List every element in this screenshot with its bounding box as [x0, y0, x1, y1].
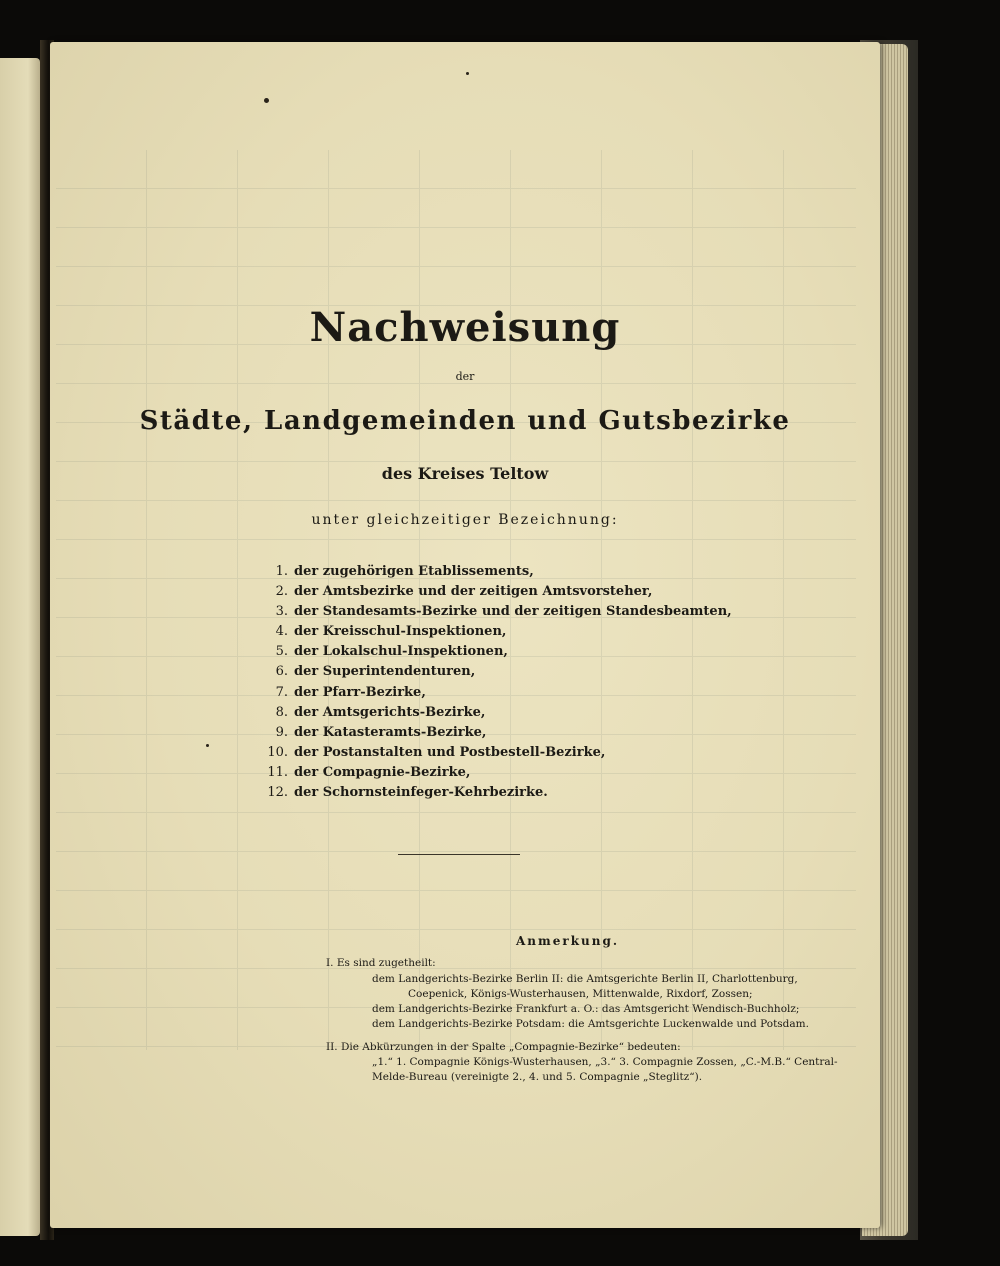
- list-item-text: der Amtsbezirke und der zeitigen Amtsvorsteher,: [294, 584, 653, 600]
- list-item-text: der Schornsteinfeger-Kehrbezirke.: [294, 785, 548, 801]
- list-item: [258, 703, 678, 723]
- list-item-number: 1.: [275, 564, 288, 579]
- annotation-line: II. Die Abkürzungen in der Spalte „Compagnie-Bezirke“ bedeuten:: [326, 1041, 681, 1053]
- list-item: [258, 683, 678, 703]
- designation-list: [258, 562, 732, 803]
- list-item-number: 6.: [275, 664, 288, 680]
- list-item-text: der Lokalschul-Inspektionen,: [294, 644, 508, 660]
- list-item-number: 5.: [275, 644, 288, 660]
- list-item-number: 2.: [275, 584, 288, 600]
- list-item: [258, 662, 678, 682]
- ink-speck: [466, 72, 469, 75]
- list-item: [258, 763, 678, 783]
- annotation-line: dem Landgerichts-Bezirke Berlin II: die Amtsgerichte Berlin II, Charlottenburg,: [372, 973, 798, 985]
- list-item-text: der Pfarr-Bezirke,: [294, 684, 426, 700]
- annotation-line: „1.“ 1. Compagnie Königs-Wusterhausen, „3.“ 3. Compagnie Zossen, „C.-M.B.“ Central-: [372, 1056, 838, 1068]
- ink-speck: [206, 744, 209, 747]
- list-item-number: 10.: [267, 744, 288, 760]
- page-title: Nachweisung: [309, 304, 621, 351]
- ink-speck: [264, 98, 269, 103]
- list-item-number: 11.: [267, 764, 288, 780]
- document-page: [50, 42, 880, 1228]
- list-item-text: der Standesamts-Bezirke und der zeitigen Standesbeamten,: [294, 604, 732, 620]
- list-item: [258, 562, 678, 582]
- annotation-line: I. Es sind zugetheilt:: [326, 957, 436, 969]
- list-item-number: 7.: [275, 684, 288, 700]
- list-item-text: der Superintendenturen,: [294, 664, 476, 680]
- annotation-line: Melde-Bureau (vereinigte 2., 4. und 5. Compagnie „Steglitz“).: [372, 1071, 703, 1083]
- list-item: [258, 723, 678, 743]
- divider-rule: [398, 854, 520, 855]
- annotation-line: Coepenick, Königs-Wusterhausen, Mittenwalde, Rixdorf, Zossen;: [408, 988, 753, 1000]
- list-item-number: 12.: [267, 785, 288, 801]
- list-item-number: 4.: [275, 624, 288, 640]
- list-item: [258, 622, 678, 642]
- annotation-line: dem Landgerichts-Bezirke Potsdam: die Amtsgerichte Luckenwalde und Potsdam.: [372, 1018, 809, 1030]
- list-item-text: der Compagnie-Bezirke,: [294, 764, 471, 780]
- list-item-number: 8.: [275, 704, 288, 720]
- list-item-text: der Katasteramts-Bezirke,: [294, 724, 487, 740]
- designation-intro: unter gleichzeitiger Bezeichnung:: [311, 512, 619, 528]
- title-der: der: [455, 370, 475, 383]
- annotation-line: dem Landgerichts-Bezirke Frankfurt a. O.: das Amtsgericht Wendisch-Buchholz;: [372, 1003, 800, 1015]
- list-item: [258, 602, 732, 622]
- list-item-number: 3.: [275, 604, 288, 620]
- list-item: [258, 582, 678, 602]
- annotation-heading: Anmerkung.: [516, 934, 620, 948]
- page-subtitle: Städte, Landgemeinden und Gutsbezirke: [139, 406, 791, 436]
- list-item: [258, 743, 678, 763]
- list-item: [258, 783, 678, 803]
- left-page-edge: [0, 58, 40, 1236]
- list-item-text: der Kreisschul-Inspektionen,: [294, 624, 507, 640]
- list-item-text: der Amtsgerichts-Bezirke,: [294, 704, 486, 720]
- list-item-text: der zugehörigen Etablissements,: [294, 564, 534, 579]
- list-item-number: 9.: [275, 724, 288, 740]
- list-item-text: der Postanstalten und Postbestell-Bezirke,: [294, 744, 606, 760]
- list-item: [258, 642, 678, 662]
- district-line: des Kreises Teltow: [381, 464, 549, 483]
